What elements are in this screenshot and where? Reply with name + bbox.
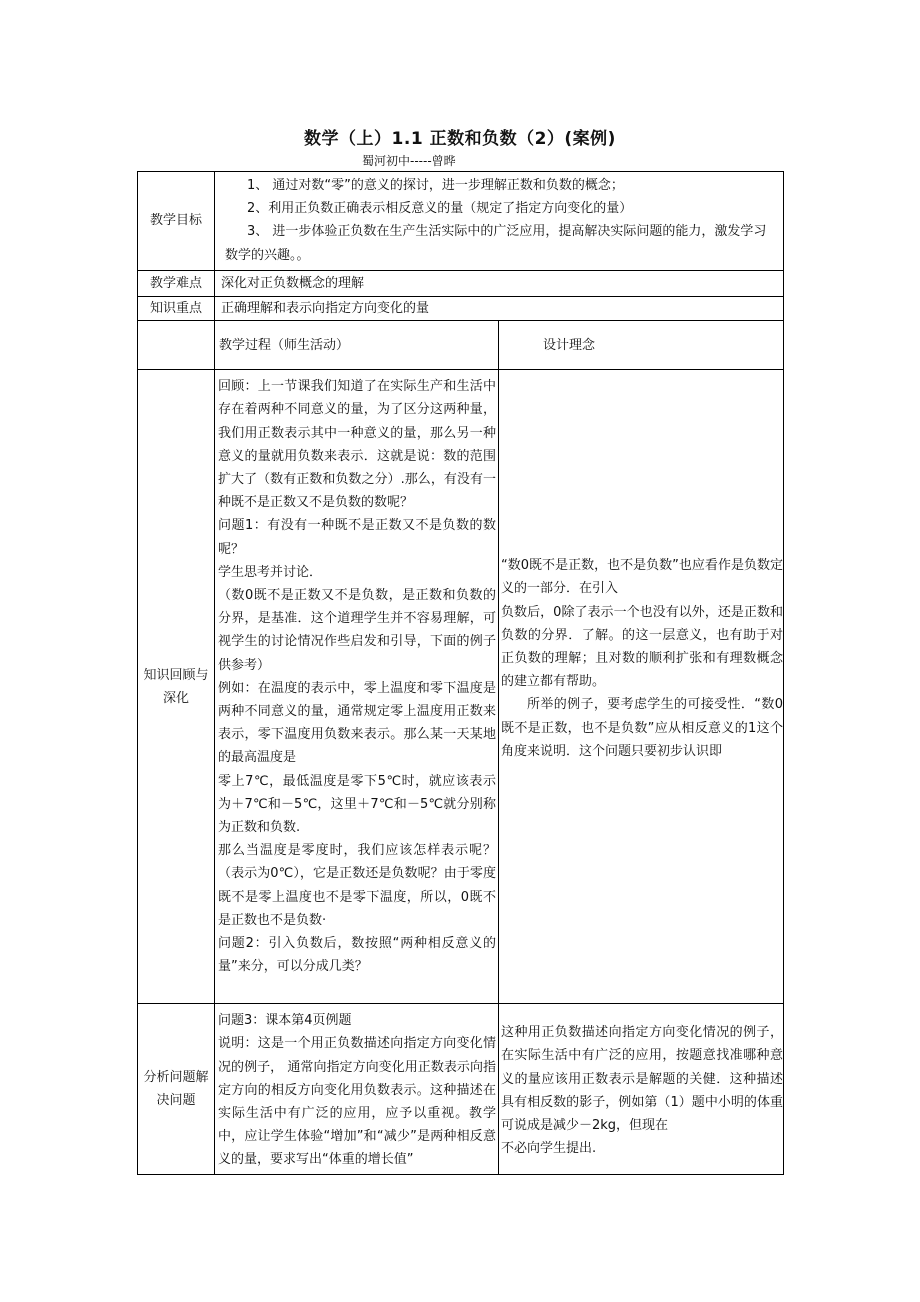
key-point-text: 正确理解和表示向指定方向变化的量 bbox=[215, 297, 784, 321]
design-note-5: 不必向学生提出. bbox=[501, 1141, 597, 1157]
section-analysis-design bbox=[499, 1004, 784, 1174]
header-empty-cell bbox=[138, 321, 215, 370]
design-note-3: 所举的例子，要考虑学生的可接受性．“数0既不是正数，也不是负数”应从相反意义的1这个角度来说明．这个问题只要初步认识即 bbox=[501, 697, 783, 759]
section-review-process bbox=[215, 370, 499, 1004]
zero-degree-paragraph: 那么当温度是零度时，我们应该怎样表示呢？（表示为0℃），它是正数还是负数呢？由于零度既不是零上温度也不是零下温度，所以，0既不是正数也不是负数· bbox=[218, 843, 496, 928]
example-explanation: 说明：这是一个用正负数描述向指定方向变化情况的例子， 通常向指定方向变化用正数表示向指定方向的相反方向变化用负数表示。这种描述在实际生活中有广泛的应用，应予以重视。教学中，应让学生体验“增加”和“减少”是两种相反意义的量，要求写出“体重的增长值” bbox=[218, 1036, 496, 1168]
design-note-1: “数0既不是正数，也不是负数”也应看作是负数定义的一部分．在引入 bbox=[501, 558, 783, 597]
student-discussion: 学生思考并讨论． bbox=[218, 564, 323, 580]
question-2: 问题2：引入负数后，数按照“两种相反意义的量”来分，可以分成几类？ bbox=[218, 936, 496, 975]
objectives-cell bbox=[215, 172, 784, 271]
objectives-row bbox=[138, 172, 784, 271]
question-3: 问题3：课本第4页例题 bbox=[218, 1013, 352, 1029]
header-design: 设计理念 bbox=[499, 321, 784, 370]
key-point-label: 知识重点 bbox=[138, 297, 215, 321]
design-note-2: 负数后，0除了表示一个也没有以外，还是正数和负数的分界．了解。的这一层意义，也有助于对正负数的理解；且对数的顺利扩张和有理数概念的建立都有帮助。 bbox=[501, 604, 783, 690]
document-title: 数学（上）1.1 正数和负数（2）(案例) bbox=[304, 129, 616, 149]
difficulty-row bbox=[138, 271, 784, 297]
author-line: 蜀河初中-----曾晔 bbox=[362, 154, 456, 168]
key-point-row bbox=[138, 297, 784, 321]
design-note-4: 这种用正负数描述向指定方向变化情况的例子，在实际生活中有广泛的应用，按题意找准哪种意义的量应该用正数表示是解题的关健．这种描述具有相反数的影子，例如第（1）题中小明的体重可说成是减少－2kg，但现在 bbox=[501, 1025, 783, 1134]
objectives-label: 教学目标 bbox=[138, 172, 215, 271]
objective-item-1: 1、 通过对数“零”的意义的探讨，进一步理解正数和负数的概念； bbox=[247, 178, 624, 193]
section-review-row bbox=[138, 370, 784, 1004]
temperature-values: 零上7℃，最低温度是零下5℃时，就应该表示为＋7℃和－5℃，这里＋7℃和－5℃就分别称为正数和负数. bbox=[218, 773, 496, 836]
section-analysis-row bbox=[138, 1004, 784, 1174]
lesson-plan-table bbox=[137, 171, 784, 1175]
difficulty-text: 深化对正负数概念的理解 bbox=[215, 271, 784, 297]
temperature-example: 例如：在温度的表示中，零上温度和零下温度是两种不同意义的量，通常规定零上温度用正数来表示，零下温度用负数来表示。那么某一天某地的最高温度是 bbox=[218, 680, 496, 766]
section-analysis-label: 分析问题解决问题 bbox=[138, 1004, 215, 1174]
section-analysis-process bbox=[215, 1004, 499, 1174]
difficulty-label: 教学难点 bbox=[138, 271, 215, 297]
question-1: 问题1：有没有一种既不是正数又不是负数的数呢？ bbox=[218, 518, 496, 557]
objective-item-3: 3、 进一步体验正负数在生产生活实际中的广泛应用，提高解决实际问题的能力，激发学习数学的兴趣。。 bbox=[225, 224, 767, 263]
objective-item-2: 2、利用正负数正确表示相反意义的量（规定了指定方向变化的量） bbox=[247, 201, 633, 217]
section-review-design bbox=[499, 370, 784, 1004]
column-header-row bbox=[138, 321, 784, 370]
header-process: 教学过程（师生活动） bbox=[215, 321, 499, 370]
zero-explanation: （数0既不是正数又不是负数，是正数和负数的分界，是基准．这个道理学生并不容易理解，可视学生的讨论情况作些启发和引导，下面的例子供参考） bbox=[218, 588, 496, 673]
review-paragraph: 回顾：上一节课我们知道了在实际生产和生活中存在着两种不同意义的量，为了区分这两种量，我们用正数表示其中一种意义的量，那么另一种意义的量就用负数来表示．这就是说：数的范围扩大了（数有正数和负数之分）.那么，有没有一种既不是正数又不是负数的数呢？ bbox=[218, 379, 496, 511]
section-review-label: 知识回顾与深化 bbox=[138, 370, 215, 1004]
